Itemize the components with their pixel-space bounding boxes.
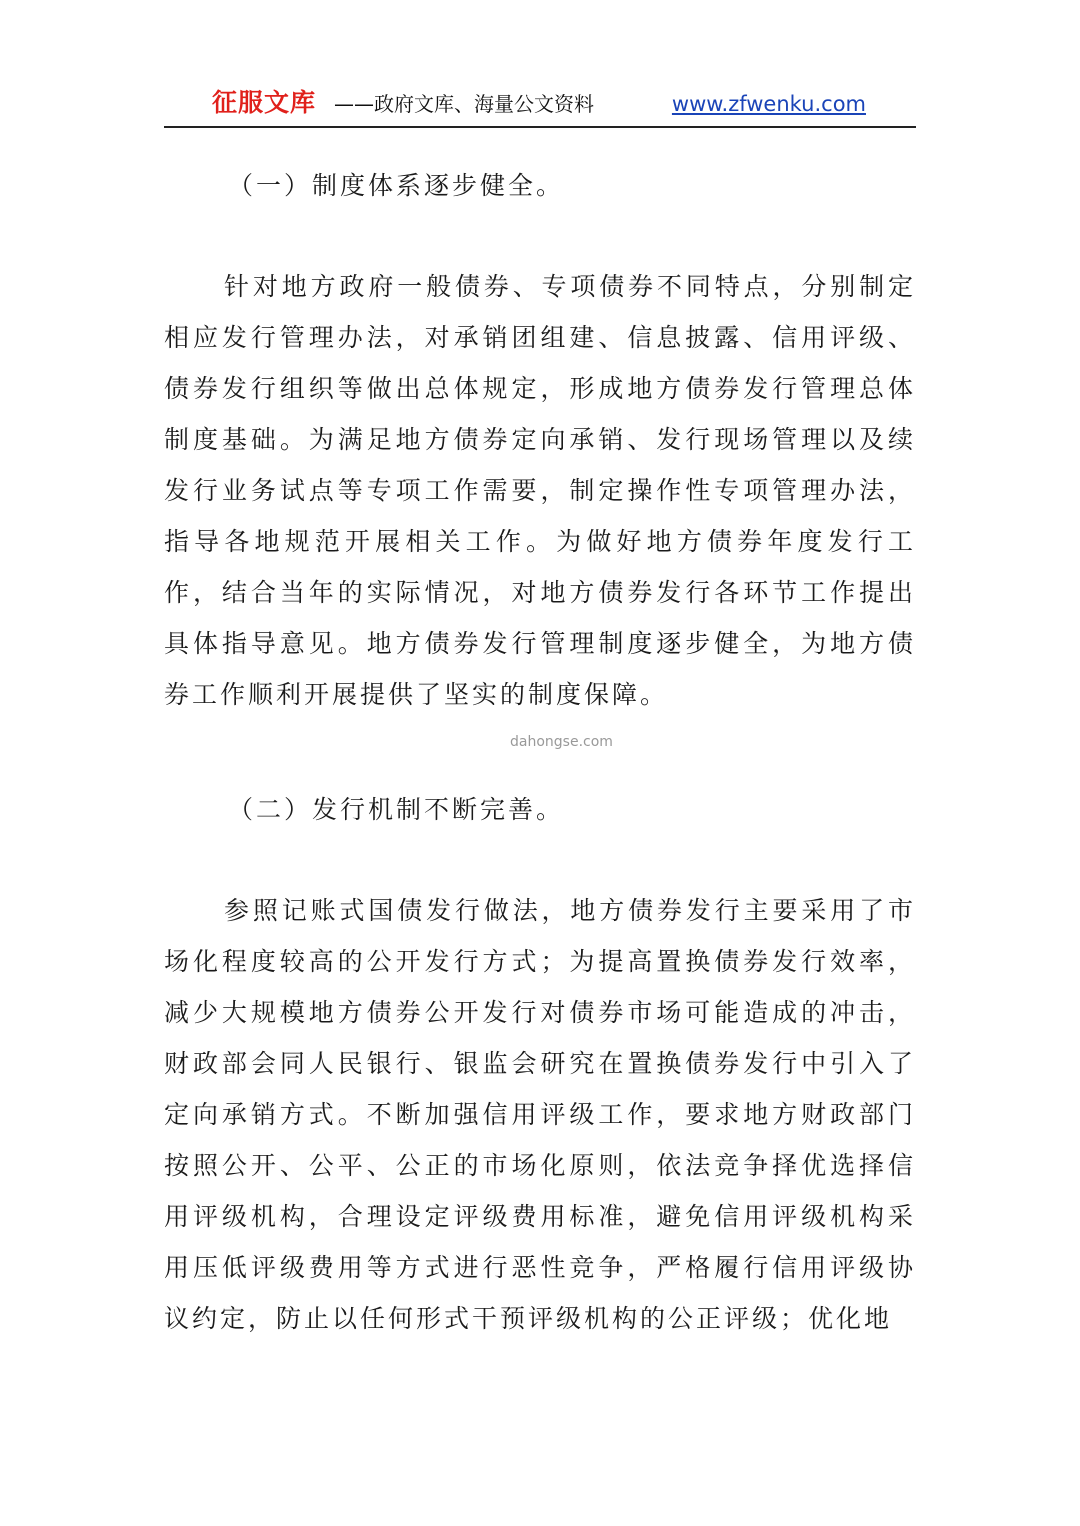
watermark-text: dahongse.com — [510, 734, 613, 750]
section-heading-2: （二）发行机制不断完善。 — [228, 795, 565, 824]
document-body — [164, 168, 916, 1344]
section-heading-1: （一）制度体系逐步健全。 — [228, 171, 565, 200]
brand-logo-text: 征服文库 — [212, 88, 317, 117]
site-url-link[interactable]: www.zfwenku.com — [671, 92, 866, 116]
page-header — [164, 86, 916, 128]
section-paragraph-1: 针对地方政府一般债券、专项债券不同特点，分别制定相应发行管理办法，对承销团组建、信息披露、信用评级、债券发行组织等做出总体规定，形成地方债券发行管理总体制度基础。为满足地方债券定向承销、发行现场管理以及续发行业务试点等专项工作需要，制定操作性专项管理办法，指导各地规范开展相关工作。为做好地方债券年度发行工作，结合当年的实际情况，对地方债券发行各环节工作提出具体指导意见。地方债券发行管理制度逐步健全，为地方债券工作顺利开展提供了坚实的制度保障。 — [164, 272, 916, 709]
section-paragraph-2: 参照记账式国债发行做法，地方债券发行主要采用了市场化程度较高的公开发行方式；为提高置换债券发行效率，减少大规模地方债券公开发行对债券市场可能造成的冲击，财政部会同人民银行、银监会研究在置换债券发行中引入了定向承销方式。不断加强信用评级工作，要求地方财政部门按照公开、公平、公正的市场化原则，依法竞争择优选择信用评级机构，合理设定评级费用标准，避免信用评级机构采用压低评级费用等方式进行恶性竞争，严格履行信用评级协议约定，防止以任何形式干预评级机构的公正评级；优化地 — [164, 896, 916, 1333]
header-tagline: ——政府文库、海量公文资料 — [334, 92, 594, 116]
